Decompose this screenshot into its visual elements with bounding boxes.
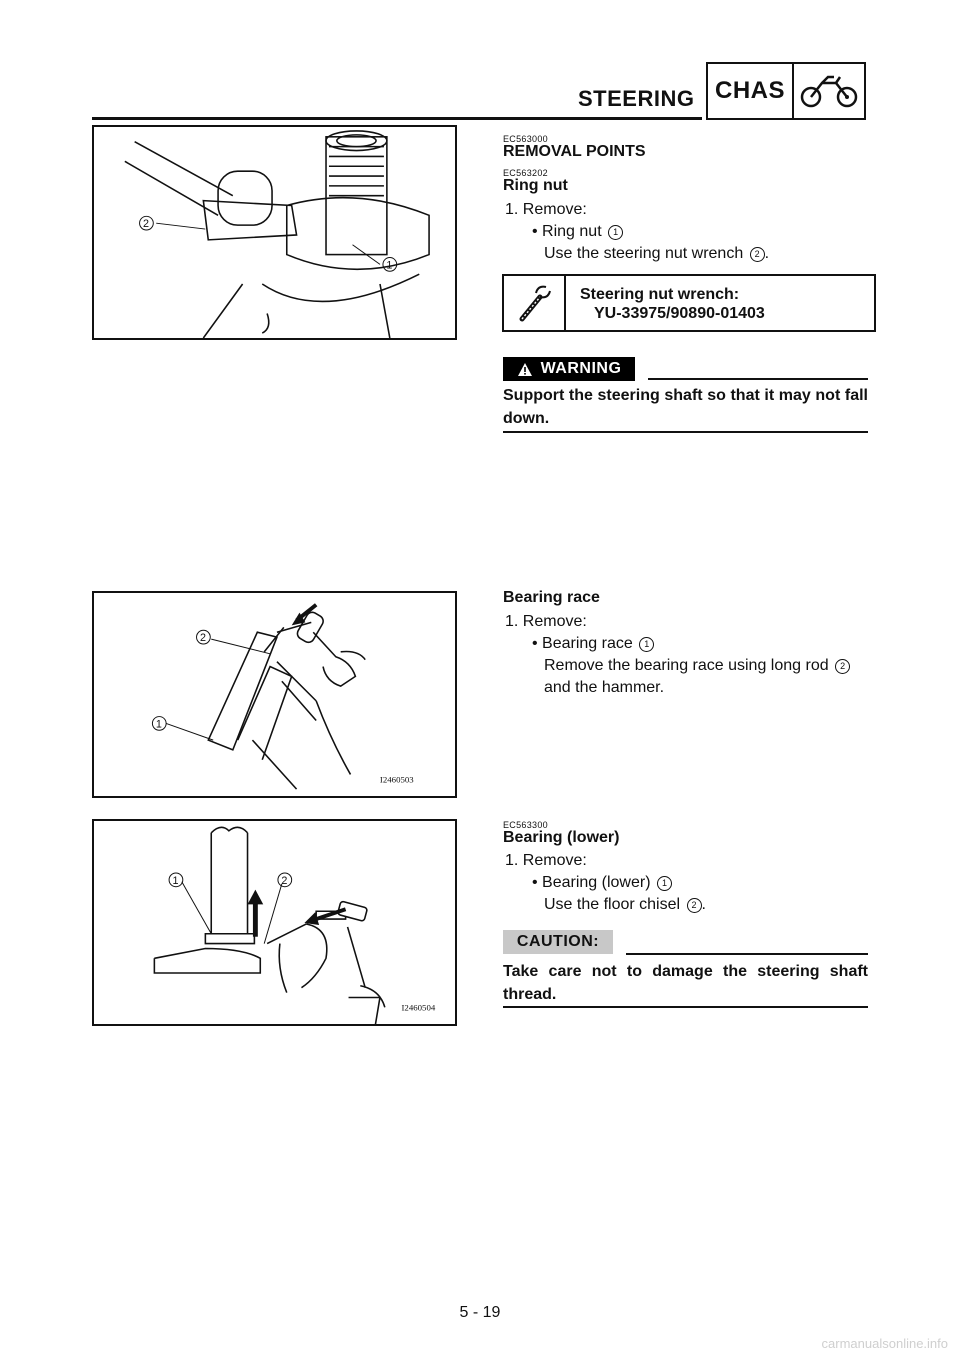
bullet-text: Ring nut: [542, 223, 602, 240]
caution-bottom-rule: [503, 1006, 868, 1008]
section-tag-label: CHAS: [708, 64, 794, 118]
instruction-text: Use the floor chisel 2 .: [544, 896, 706, 913]
tool-description: [566, 276, 765, 330]
tool-name: Steering nut wrench:: [580, 286, 740, 303]
subsection-code: EC563300: [503, 820, 548, 830]
motorcycle-icon: [794, 64, 864, 118]
subsection-heading: Bearing race: [503, 589, 600, 606]
watermark: carmanualsonline.info: [821, 1336, 948, 1351]
special-tool-box: [502, 274, 876, 332]
subsection-heading: Ring nut: [503, 177, 568, 194]
step-text: 1. Remove:: [505, 613, 587, 630]
warning-icon: [517, 362, 533, 377]
ref-circle: 1: [657, 876, 672, 891]
caution-rule: [626, 953, 868, 955]
subsection-heading: Bearing (lower): [503, 829, 620, 846]
figure-ring-nut: [92, 125, 457, 340]
figure-code: I2460503: [379, 774, 414, 785]
figure-callout: 2: [142, 218, 149, 231]
figure-callout: 2: [281, 874, 288, 887]
bullet-item: • Ring nut 1: [532, 221, 623, 243]
instruction-text: Remove the bearing race using long rod 2 and the hammer.: [544, 655, 868, 699]
ref-circle: 2: [687, 898, 702, 913]
header-rule: [92, 117, 702, 120]
ref-circle: 1: [639, 637, 654, 652]
section-tag-box: [706, 62, 866, 120]
figure-callout: 1: [386, 259, 393, 272]
wrench-icon: [504, 276, 566, 330]
ref-circle: 2: [750, 247, 765, 262]
page-number: 5 - 19: [459, 1304, 501, 1321]
bullet-item: • Bearing race 1: [532, 633, 654, 655]
step-text: 1. Remove:: [505, 852, 587, 869]
figure-bearing-race: [92, 591, 457, 798]
warning-label: WARNING: [540, 360, 622, 377]
bullet-text: Bearing race: [542, 635, 633, 652]
caution-banner: [503, 930, 613, 954]
section-heading: REMOVAL POINTS: [503, 143, 646, 160]
subsection-code: EC563202: [503, 168, 548, 178]
ref-circle: 2: [835, 659, 850, 674]
figure-code: I2460504: [401, 1002, 436, 1013]
figure-callout: 1: [172, 874, 179, 887]
warning-banner: [503, 357, 635, 381]
section-code: EC563000: [503, 134, 548, 144]
warning-rule: [648, 378, 868, 380]
step-text: 1. Remove:: [505, 201, 587, 218]
page-title: STEERING: [578, 86, 695, 111]
figure-bearing-lower: [92, 819, 457, 1026]
caution-label: CAUTION:: [516, 933, 600, 950]
figure-callout: 1: [155, 718, 162, 731]
warning-bottom-rule: [503, 431, 868, 433]
warning-text: Support the steering shaft so that it may not fall down.: [503, 387, 868, 427]
ref-circle: 1: [608, 225, 623, 240]
bullet-item: • Bearing (lower) 1: [532, 872, 672, 894]
bullet-text: Bearing (lower): [542, 874, 651, 891]
figure-callout: 2: [199, 632, 206, 645]
tool-part-number: YU-33975/90890-01403: [594, 305, 765, 322]
caution-text: Take care not to damage the steering shaft thread.: [503, 963, 868, 1003]
instruction-text: Use the steering nut wrench 2 .: [544, 245, 770, 262]
